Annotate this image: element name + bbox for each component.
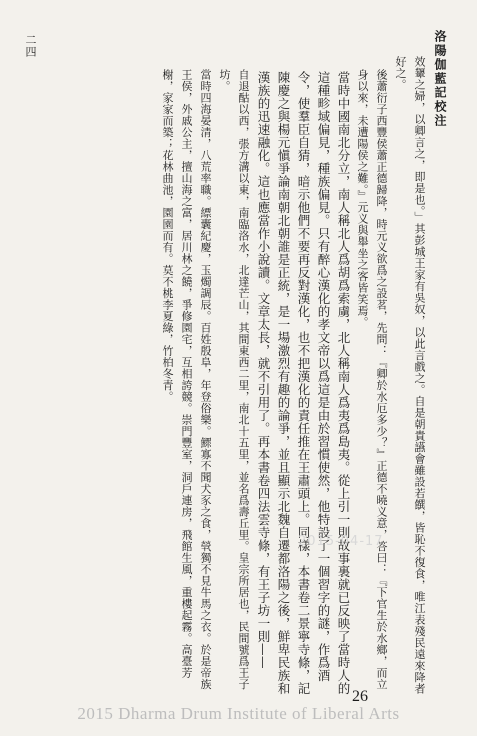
quote-paragraph: 效顰之婦，以卿言之，即是也。」其彭城王家有吳奴，以此言戲之。自是朝貴讌會雖設若饌，皆恥不復食，唯江表殘民遠來降者好之。 (394, 56, 426, 695)
commentary-paragraph: 當時中國南北分立，南人稱北人爲胡爲索虜，北人稱南人爲夷爲島夷。從上引一則故事裏就已反映了當時人的這種畛域偏見，種族偏見。只有醉心漢化的孝文帝以爲這是由於習慣使然，他特設了一個習字的謎，作爲酒令，使羣臣自猜，暗示他們不要再反對漢化，也不把漢化的責任推在王肅頭上。同樣，本書卷二景寧寺條，記陳慶之與楊元愼爭論南朝北朝誰是正統，是一場激烈有趣的論爭，並且顯示北魏自遷都洛陽之後，鮮卑民族和漢族的迅速融化。這也應當作小說讀。文章太長，就不引用了。再本書卷四法雲寺條，有王子坊一則—— (256, 71, 351, 695)
running-title: 洛陽伽藍記校注 (433, 30, 447, 128)
folio-number: 26 (352, 688, 368, 705)
date-stamp: 2015-04-17 (298, 534, 384, 549)
quote-paragraph: 後蕭衍子西豐侯蕭正德歸降，時元义欲爲之設茗，先問：『卿於水厄多少？』正德不曉义意，答曰：『下官生於水鄉，而立身以來，未遭陽侯之難。』元义與舉坐之客皆笑焉。 (356, 69, 388, 691)
quote-paragraph: 自退酤以西，張方溝以東，南臨洛水，北達芒山，其間東西二里，南北十五里，並名爲壽丘里。皇宗所居也，民間號爲王子坊。 (218, 69, 250, 691)
body-text (39, 56, 429, 696)
watermark: 2015 Dharma Drum Institute of Liberal Arts (77, 704, 400, 723)
page-number-chinese: 二四 (24, 34, 37, 58)
quote-paragraph: 當時四海晏清，八荒率職。縹囊紀慶，玉燭調辰。百姓殷阜，年登俗樂。鰥寡不聞犬豕之食，煢獨不見牛馬之衣。於是帝族王侯，外戚公主，擅山海之富，居川林之饒，爭修園宅，互相誇競。崇門豐室，洞戶連房，飛館生風，重樓起霧。高臺芳榭，家家而築；花林曲池，園園而有。莫不桃李夏綠，竹柏冬青。 (161, 69, 212, 691)
